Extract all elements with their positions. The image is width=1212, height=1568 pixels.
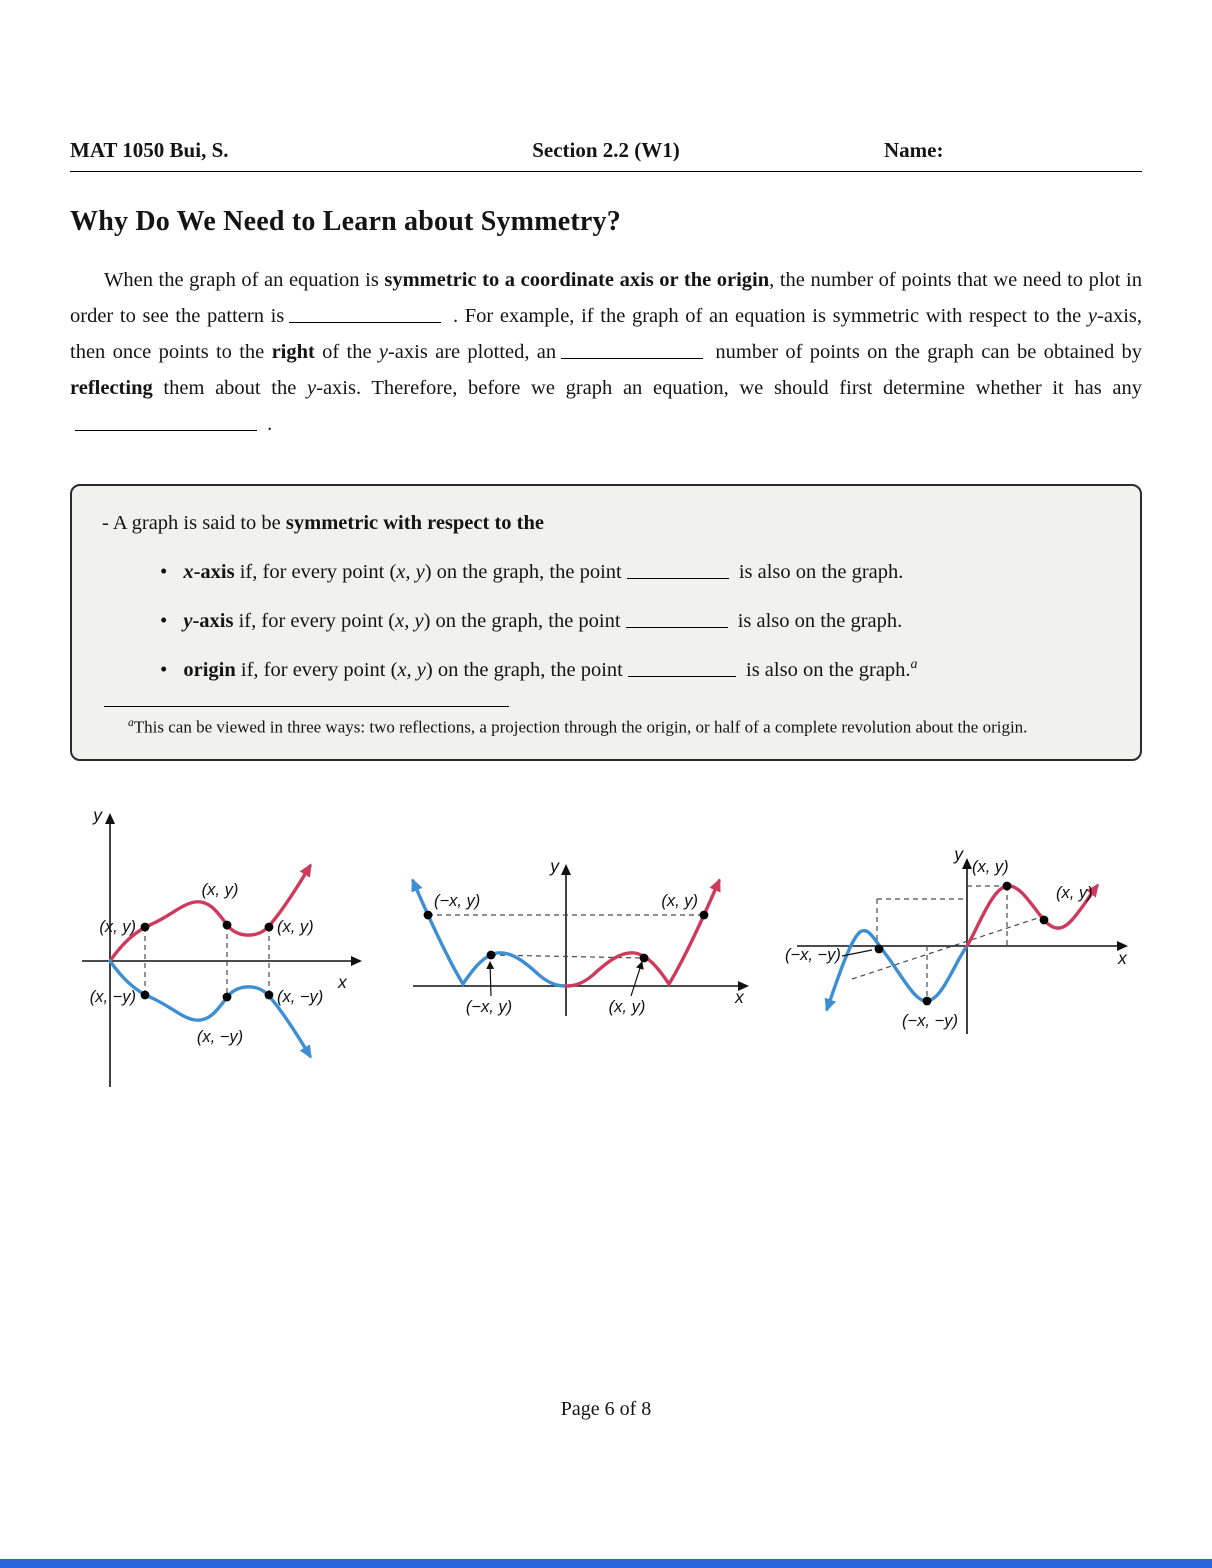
point-label: (x, y) bbox=[608, 997, 646, 1016]
text-segment: -axis are plotted, an bbox=[387, 341, 557, 364]
label-pointer-arrow bbox=[490, 962, 491, 996]
text-segment: , the number of points that we need to plot in order to see the pattern is bbox=[70, 269, 1142, 328]
point-dot bbox=[141, 922, 150, 931]
point-label: (x, y) bbox=[99, 917, 136, 936]
text-segment: a bbox=[128, 716, 134, 730]
point-dot bbox=[923, 996, 932, 1005]
point-dot bbox=[487, 950, 496, 959]
point-dot bbox=[424, 910, 433, 919]
text-segment: - A graph is said to be bbox=[102, 512, 286, 535]
point-dot bbox=[223, 992, 232, 1001]
text-segment: is also on the graph. bbox=[732, 610, 903, 633]
text-segment: if, for every point ( bbox=[235, 659, 398, 682]
text-segment: x, y bbox=[396, 561, 425, 584]
text-segment: This can be viewed in three ways: two reflections, a projection through the origin, or half of a complete revolution about the origin. bbox=[133, 718, 1028, 738]
text-segment: if, for every point ( bbox=[233, 610, 396, 633]
header bbox=[70, 138, 1142, 172]
section-label: Section 2.2 (W1) bbox=[532, 138, 680, 162]
text-segment: if, for every point ( bbox=[234, 561, 397, 584]
y-axis-label: y bbox=[954, 845, 963, 864]
text-segment: ) on the graph, the point bbox=[423, 610, 621, 633]
y-axis-label: y bbox=[550, 855, 559, 876]
fill-in-blank bbox=[561, 345, 703, 359]
blue-curve-lower-left bbox=[827, 930, 967, 1008]
point-dot bbox=[1040, 915, 1049, 924]
symmetry-figures bbox=[70, 801, 1142, 1101]
point-label: (x, y) bbox=[1056, 883, 1093, 902]
fill-in-blank bbox=[628, 663, 736, 677]
text-segment: ) on the graph, the point bbox=[425, 659, 623, 682]
point-label: (x, y) bbox=[277, 917, 314, 936]
point-label: (x, y) bbox=[972, 857, 1009, 876]
text-segment: symmetric to a coordinate axis or the origin bbox=[384, 269, 770, 291]
intro-paragraph bbox=[70, 262, 1142, 442]
x-axis-label: x bbox=[1118, 947, 1127, 968]
text-segment: of the bbox=[314, 341, 379, 364]
bullet-origin bbox=[160, 657, 1110, 682]
point-dot bbox=[640, 953, 649, 962]
text-segment: -axis. Therefore, before we graph an equation, we should first determine whether it has any bbox=[316, 377, 1142, 400]
point-label: (x, y) bbox=[661, 891, 698, 910]
point-dot bbox=[265, 990, 274, 999]
text-segment: ) on the graph, the point bbox=[424, 561, 622, 584]
definition-box bbox=[70, 484, 1142, 760]
bullet-x-axis bbox=[160, 559, 1110, 584]
text-segment: right bbox=[271, 341, 315, 364]
text-segment: is also on the graph. bbox=[733, 561, 904, 584]
definition-lead bbox=[102, 512, 1110, 535]
point-label: (−x, −y) bbox=[902, 1011, 958, 1030]
text-segment: . For example, if the graph of an equation is symmetric with respect to the bbox=[446, 305, 1088, 328]
point-label: (x, −y) bbox=[89, 987, 136, 1006]
point-label: (x, −y) bbox=[196, 1027, 244, 1046]
x-axis-label: x bbox=[735, 986, 744, 1007]
point-dot bbox=[223, 920, 232, 929]
text-segment: them about the bbox=[152, 377, 308, 400]
text-segment: y bbox=[307, 377, 317, 400]
definition-list bbox=[102, 559, 1110, 682]
point-label: (−x, y) bbox=[465, 997, 513, 1016]
text-segment: -axis bbox=[192, 610, 234, 633]
point-label: (−x, −y) bbox=[785, 945, 841, 964]
text-segment: is also on the graph. bbox=[740, 659, 911, 682]
point-dot bbox=[265, 922, 274, 931]
point-dot bbox=[1003, 881, 1012, 890]
footnote bbox=[102, 715, 1110, 740]
point-dot bbox=[875, 944, 884, 953]
fill-in-blank bbox=[627, 565, 729, 579]
footnote-rule bbox=[104, 706, 509, 707]
text-segment: number of points on the graph can be obtained by bbox=[708, 341, 1142, 364]
text-segment: y bbox=[378, 341, 388, 364]
text-segment: When the graph of an equation is bbox=[104, 269, 385, 291]
fill-in-blank bbox=[626, 614, 728, 628]
text-segment: x, y bbox=[397, 659, 426, 682]
figure-origin-symmetry bbox=[782, 846, 1142, 1046]
page-number: Page 6 of 8 bbox=[560, 1398, 652, 1420]
text-segment: a bbox=[910, 657, 918, 673]
text-segment: y bbox=[1087, 305, 1098, 328]
text-segment: reflecting bbox=[70, 377, 153, 400]
point-label: (x, y) bbox=[201, 880, 239, 899]
text-segment: symmetric with respect to the bbox=[285, 512, 544, 535]
point-dot bbox=[141, 990, 150, 999]
text-segment: -axis bbox=[193, 561, 235, 584]
text-segment: x, y bbox=[395, 610, 424, 633]
fill-in-blank bbox=[75, 417, 257, 431]
text-segment: origin bbox=[183, 659, 236, 682]
bullet-y-axis bbox=[160, 608, 1110, 633]
text-segment: y bbox=[183, 610, 193, 633]
figure-x-axis-symmetry bbox=[70, 801, 380, 1101]
course-label: MAT 1050 Bui, S. bbox=[70, 138, 229, 162]
figure-y-axis-symmetry bbox=[401, 856, 761, 1046]
bottom-edge-bar bbox=[0, 1559, 1212, 1568]
point-dot bbox=[700, 910, 709, 919]
fill-in-blank bbox=[289, 309, 441, 323]
point-label: (−x, y) bbox=[434, 891, 481, 910]
text-segment: x bbox=[183, 561, 194, 584]
y-axis-label: y bbox=[93, 804, 102, 825]
text-segment: -axis, then once points to the bbox=[70, 305, 1142, 364]
page-title: Why Do We Need to Learn about Symmetry? bbox=[70, 206, 621, 237]
x-axis-label: x bbox=[338, 971, 347, 992]
label-pointer-arrow bbox=[631, 962, 642, 996]
name-label: Name: bbox=[884, 138, 944, 162]
point-label: (x, −y) bbox=[277, 987, 324, 1006]
text-segment: . bbox=[262, 413, 273, 436]
